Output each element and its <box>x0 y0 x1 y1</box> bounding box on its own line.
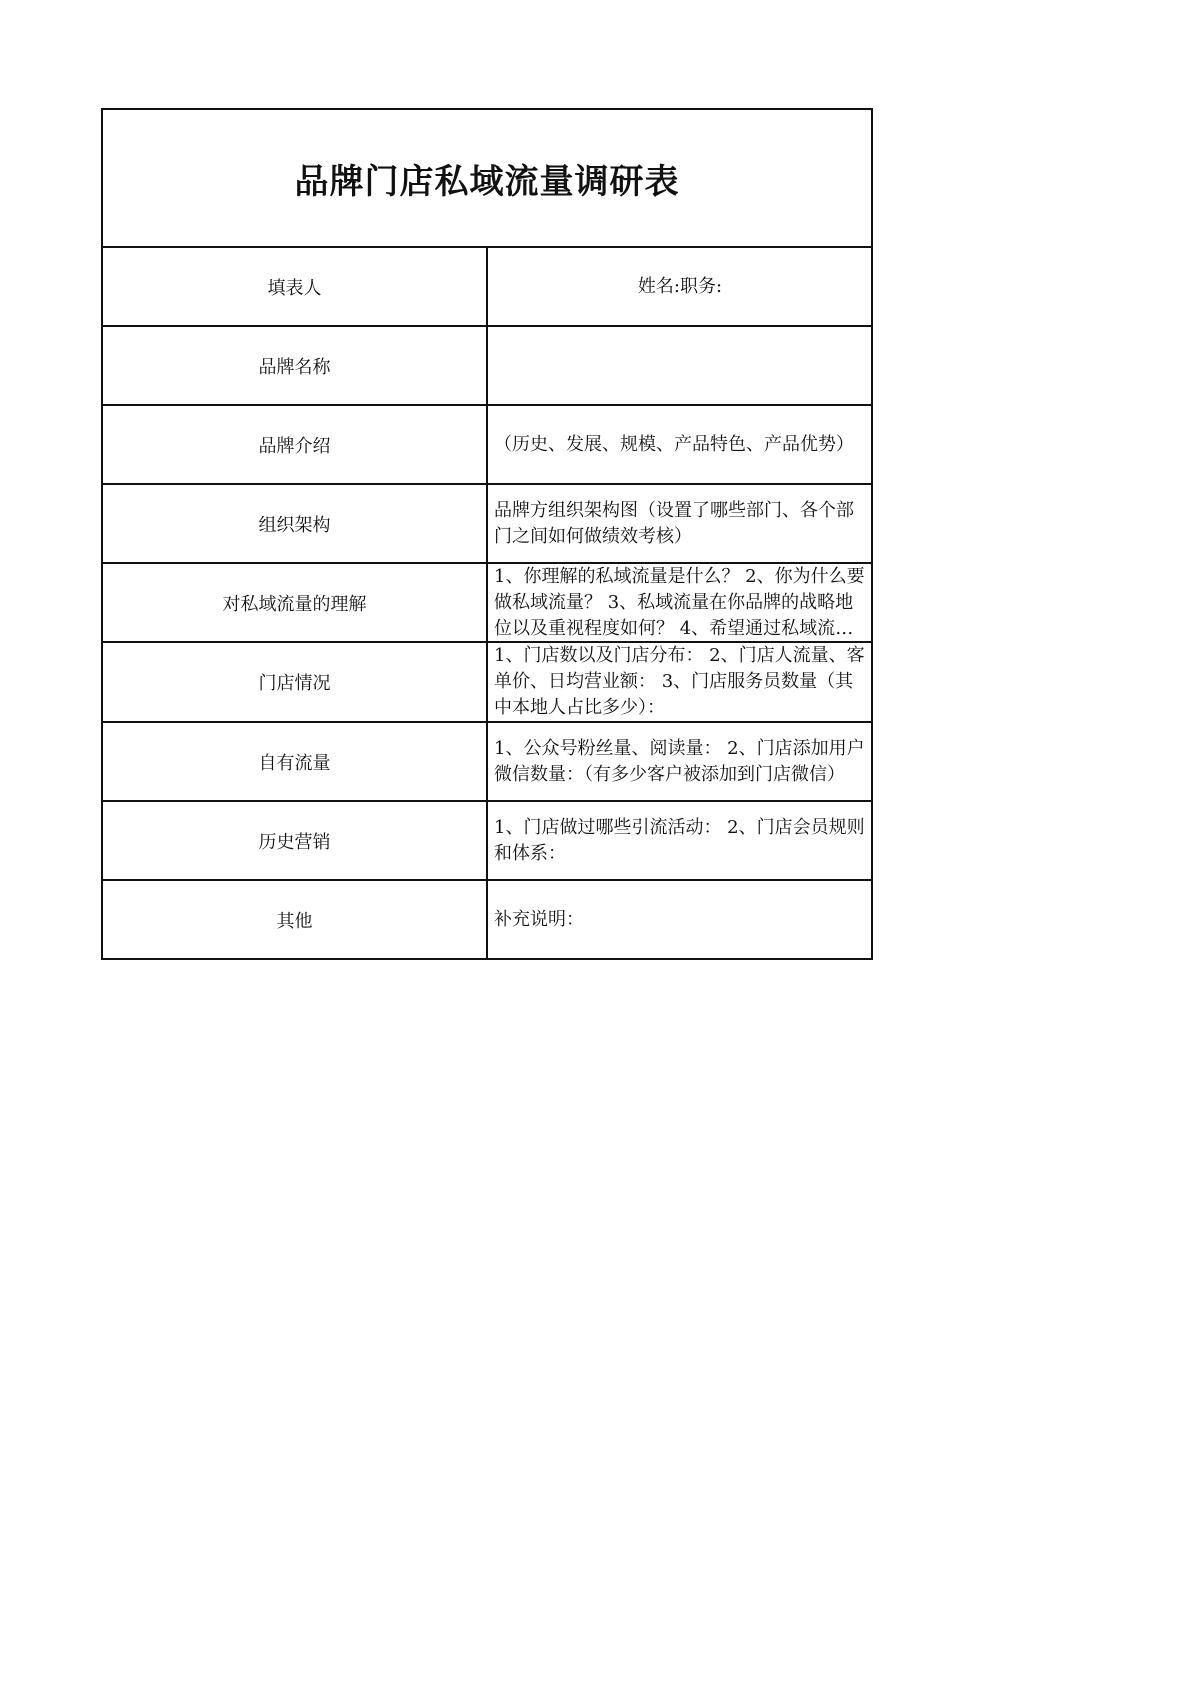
row-label-other: 其他 <box>102 880 487 959</box>
row-value-private-traffic-understanding-text: 1、你理解的私域流量是什么？ 2、你为什么要做私域流量？ 3、私域流量在你品牌的战略地位以及重视程度如何？ 4、希望通过私域流量 <box>494 566 865 639</box>
survey-table <box>101 108 873 960</box>
row-value-other[interactable]: 补充说明： <box>487 880 872 959</box>
table-row-marketing-history <box>102 801 872 880</box>
row-value-own-traffic[interactable]: 1、公众号粉丝量、阅读量： 2、门店添加用户微信数量：（有多少客户被添加到门店微信） <box>487 722 872 801</box>
row-value-marketing-history[interactable]: 1、门店做过哪些引流活动： 2、门店会员规则和体系： <box>487 801 872 880</box>
table-row-private-traffic-understanding <box>102 563 872 642</box>
title-row <box>102 109 872 247</box>
row-value-filler[interactable]: 姓名:职务: <box>487 247 872 326</box>
row-label-store-status: 门店情况 <box>102 642 487 722</box>
table-row-own-traffic <box>102 722 872 801</box>
table-row-other <box>102 880 872 959</box>
document-title: 品牌门店私域流量调研表 <box>102 109 872 247</box>
row-label-private-traffic-understanding: 对私域流量的理解 <box>102 563 487 642</box>
table-row-brand-intro <box>102 405 872 484</box>
row-value-brand-intro[interactable]: （历史、发展、规模、产品特色、产品优势） <box>487 405 872 484</box>
row-value-store-status[interactable]: 1、门店数以及门店分布： 2、门店人流量、客单价、日均营业额： 3、门店服务员数量（其中本地人占比多少）： <box>487 642 872 722</box>
row-label-brand-name: 品牌名称 <box>102 326 487 405</box>
row-label-marketing-history: 历史营销 <box>102 801 487 880</box>
row-label-own-traffic: 自有流量 <box>102 722 487 801</box>
row-label-org-structure: 组织架构 <box>102 484 487 563</box>
row-value-org-structure[interactable]: 品牌方组织架构图（设置了哪些部门、各个部门之间如何做绩效考核） <box>487 484 872 563</box>
table-row-filler <box>102 247 872 326</box>
row-value-private-traffic-understanding[interactable] <box>487 563 872 642</box>
table-row-store-status <box>102 642 872 722</box>
row-value-brand-name[interactable] <box>487 326 872 405</box>
row-label-brand-intro: 品牌介绍 <box>102 405 487 484</box>
table-row-brand-name <box>102 326 872 405</box>
table-row-org-structure <box>102 484 872 563</box>
row-label-filler: 填表人 <box>102 247 487 326</box>
